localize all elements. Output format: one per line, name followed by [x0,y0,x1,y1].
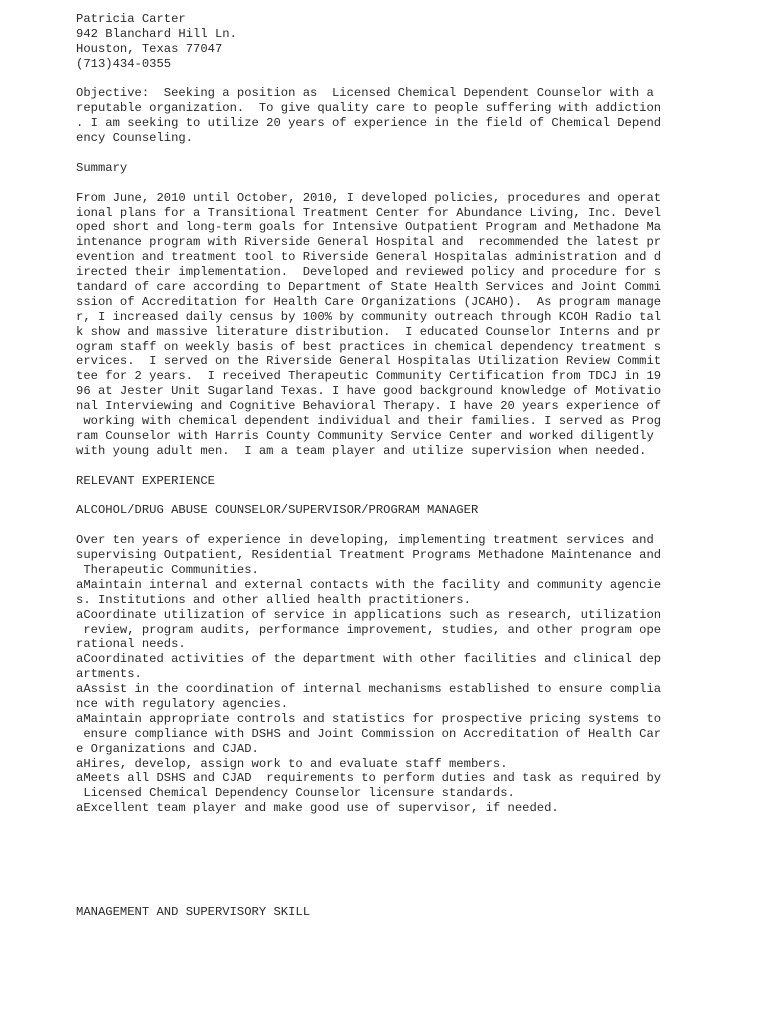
experience-line: aHires, develop, assign work to and evaluate staff members. [76,756,508,771]
contact-block [76,12,756,72]
summary-line: intenance program with Riverside General Hospital and recommended the latest pr [76,235,662,250]
summary-line: From June, 2010 until October, 2010, I developed policies, procedures and operat [76,190,662,205]
experience-line: aExcellent team player and make good use of supervisor, if needed. [76,801,559,816]
job-title-heading: ALCOHOL/DRUG ABUSE COUNSELOR/SUPERVISOR/PROGRAM MANAGER [76,503,479,518]
summary-paragraph [76,191,756,459]
resume-document [76,12,756,920]
spacer [76,72,756,87]
experience-line: nce with regulatory agencies. [76,696,289,711]
spacer [76,146,756,161]
experience-line: e Organizations and CJAD. [76,741,259,756]
management-heading: MANAGEMENT AND SUPERVISORY SKILL [76,905,311,920]
experience-line: aMaintain appropriate controls and statistics for prospective pricing systems to [76,711,662,726]
summary-line: with young adult men. I am a team player and utilize supervision when needed. [76,443,647,458]
summary-line: tee for 2 years. I received Therapeutic Community Certification from TDCJ in 19 [76,369,662,384]
experience-line: Licensed Chemical Dependency Counselor licensure standards. [76,786,515,801]
objective-line: . I am seeking to utilize 20 years of experience in the field of Chemical Depend [76,116,662,131]
experience-list [76,533,756,816]
objective-line: ency Counseling. [76,131,194,146]
experience-line: artments. [76,667,142,682]
spacer [76,518,756,533]
contact-street: 942 Blanchard Hill Ln. [76,26,237,41]
relevant-experience-heading: RELEVANT EXPERIENCE [76,473,215,488]
summary-line: ervices. I served on the Riverside General Hospitalas Utilization Review Commit [76,354,662,369]
summary-line: 96 at Jester Unit Sugarland Texas. I have good background knowledge of Motivatio [76,384,662,399]
experience-line: aCoordinate utilization of service in applications such as research, utilization [76,607,662,622]
summary-line: r, I increased daily census by 100% by community outreach through KCOH Radio tal [76,309,662,324]
objective-line: Objective: Seeking a position as Licensed Chemical Dependent Counselor with a [76,86,654,101]
contact-phone: (713)434-0355 [76,56,172,71]
summary-line: tandard of care according to Department of State Health Services and Joint Commi [76,280,662,295]
summary-line: working with chemical dependent individual and their families. I served as Prog [76,414,662,429]
summary-line: irected their implementation. Developed and reviewed policy and procedure for s [76,265,662,280]
experience-line: aMeets all DSHS and CJAD requirements to perform duties and task as required by [76,771,662,786]
experience-line: Therapeutic Communities. [76,562,259,577]
experience-line: aCoordinated activities of the department with other facilities and clinical dep [76,652,662,667]
objective-line: reputable organization. To give quality care to people suffering with addiction [76,101,662,116]
summary-line: oped short and long-term goals for Intensive Outpatient Program and Methadone Ma [76,220,662,235]
summary-line: ogram staff on weekly basis of best practices in chemical dependency treatment s [76,339,662,354]
experience-line: ensure compliance with DSHS and Joint Commission on Accreditation of Health Car [76,726,662,741]
experience-line: Over ten years of experience in developing, implementing treatment services and [76,533,654,548]
summary-line: nal Interviewing and Cognitive Behavioral Therapy. I have 20 years experience of [76,399,662,414]
contact-city-state-zip: Houston, Texas 77047 [76,41,223,56]
experience-line: aMaintain internal and external contacts with the facility and community agencie [76,577,662,592]
summary-line: evention and treatment tool to Riverside General Hospitalas administration and d [76,250,662,265]
summary-heading: Summary [76,160,128,175]
experience-line: rational needs. [76,637,186,652]
summary-line: ssion of Accreditation for Health Care Organizations (JCAHO). As program manage [76,294,662,309]
experience-line: aAssist in the coordination of internal mechanisms established to ensure complia [76,682,662,697]
contact-name: Patricia Carter [76,12,186,26]
summary-line: ional plans for a Transitional Treatment Center for Abundance Living, Inc. Devel [76,205,662,220]
experience-line: review, program audits, performance improvement, studies, and other program ope [76,622,662,637]
spacer [76,176,756,191]
experience-line: supervising Outpatient, Residential Treatment Programs Methadone Maintenance and [76,548,662,563]
summary-line: ram Counselor with Harris County Community Service Center and worked diligently [76,428,654,443]
spacer [76,489,756,504]
summary-line: k show and massive literature distribution. I educated Counselor Interns and pr [76,324,662,339]
spacer [76,459,756,474]
experience-line: s. Institutions and other allied health practitioners. [76,592,471,607]
objective-paragraph [76,86,756,146]
spacer [76,816,756,905]
